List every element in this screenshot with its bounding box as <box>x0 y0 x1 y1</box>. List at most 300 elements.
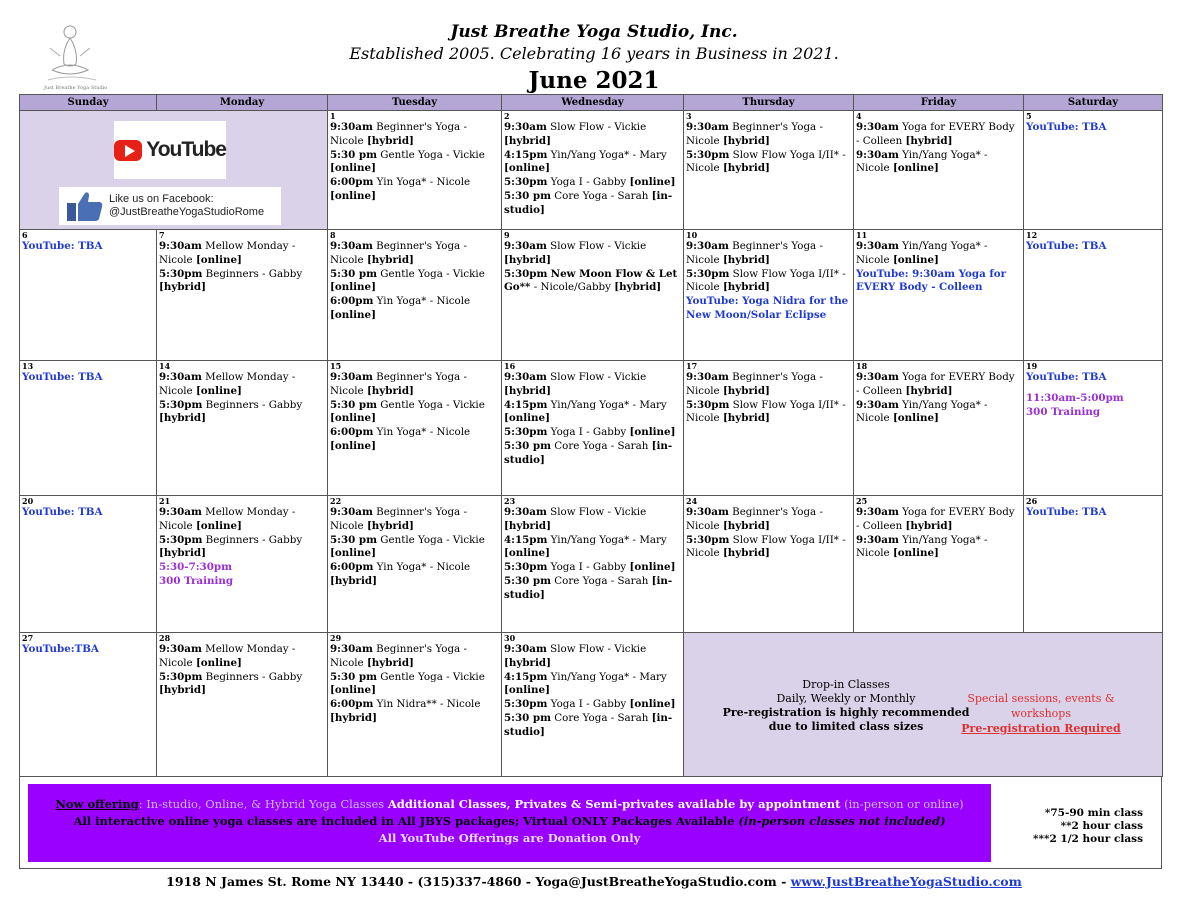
studio-name: Just Breathe Yoga Studio, Inc. <box>450 22 738 42</box>
class-mode: [hybrid] <box>366 253 414 266</box>
class-description: Beginner's Yoga - Nicole <box>686 121 823 147</box>
class-time: 4:15pm <box>504 670 548 683</box>
class-description: Mellow Monday - Nicole <box>159 240 296 266</box>
class-time: 5:30 pm <box>504 439 551 452</box>
day-cell <box>20 633 157 777</box>
class-time: 5:30pm <box>504 176 548 189</box>
class-mode: [hybrid] <box>366 519 414 532</box>
class-time: 6:00pm <box>330 426 374 439</box>
class-entry <box>504 643 681 671</box>
class-entry <box>686 268 851 296</box>
class-entry <box>856 534 1021 562</box>
day-number: 25 <box>856 496 868 506</box>
class-description: Yoga for EVERY Body - Colleen <box>856 121 1015 147</box>
class-entry <box>330 268 499 296</box>
class-entry <box>856 399 1021 427</box>
class-mode: [online] <box>629 176 676 189</box>
class-description: Mellow Monday - Nicole <box>159 643 296 669</box>
contact-footer <box>0 874 1188 889</box>
day-number: 1 <box>330 111 336 121</box>
day-cell <box>1024 361 1163 496</box>
dropin-reason: due to limited class sizes <box>768 720 924 733</box>
class-time: 9:30am <box>330 506 373 518</box>
class-description: Beginner's Yoga - Nicole <box>686 240 823 266</box>
class-description: Yoga I - Gabby <box>547 561 630 574</box>
class-entry <box>504 121 681 149</box>
spacer <box>1026 385 1160 392</box>
class-entry <box>504 268 681 296</box>
class-mode: [online] <box>892 412 939 425</box>
day-cell <box>1024 496 1163 633</box>
class-entry <box>159 399 325 427</box>
class-mode: [hybrid] <box>366 656 414 669</box>
class-mode: [online] <box>330 412 376 425</box>
day-cell <box>684 111 854 230</box>
class-entry <box>504 698 681 712</box>
class-description: Yoga for EVERY Body - Colleen <box>856 506 1015 532</box>
class-time: 9:30am <box>856 240 899 252</box>
class-time: 9:30am <box>159 506 202 518</box>
class-entry <box>330 671 499 699</box>
class-mode: [hybrid] <box>366 134 414 147</box>
class-mode: [online] <box>629 698 676 711</box>
class-mode: [online] <box>504 412 550 425</box>
day-cell <box>684 496 854 633</box>
packages-exclusion: (in-person classes not included) <box>738 814 946 828</box>
class-description: Yin/Yang Yoga* - Mary <box>547 670 667 683</box>
class-mode: [hybrid] <box>614 281 662 294</box>
day-cell <box>157 633 328 777</box>
class-description: Yoga for EVERY Body - Colleen <box>856 371 1015 397</box>
class-entry <box>330 240 499 268</box>
packages-info: All interactive online yoga classes are included in All JBYS packages; Virtual ONLY Packages Available <box>73 814 739 828</box>
class-time: 5:30pm <box>686 267 730 280</box>
special-sessions-info <box>941 691 1141 736</box>
class-mode: [online] <box>892 162 939 175</box>
class-entry <box>330 561 499 589</box>
class-mode: [in-studio] <box>504 574 673 601</box>
youtube-listing: YouTube: TBA <box>22 506 103 518</box>
class-entry <box>504 371 681 399</box>
calendar-grid <box>19 94 1163 777</box>
facebook-banner[interactable] <box>59 187 281 225</box>
class-entry <box>504 426 681 440</box>
class-time: 9:30am <box>856 371 899 383</box>
website-link[interactable]: www.JustBreatheYogaStudio.com <box>790 874 1022 889</box>
note-2-hour: **2 hour class <box>1060 820 1143 832</box>
day-cell <box>502 496 684 633</box>
day-number: 28 <box>159 633 171 643</box>
day-number: 7 <box>159 230 165 240</box>
day-cell <box>854 361 1024 496</box>
class-description: Beginner's Yoga - Nicole <box>330 121 467 147</box>
class-mode: [hybrid] <box>159 412 206 425</box>
week-row <box>20 111 1163 230</box>
class-mode: [in-studio] <box>504 711 673 738</box>
class-description: Slow Flow Yoga I/II* - Nicole <box>686 533 846 560</box>
class-time: 9:30am <box>686 506 729 518</box>
class-description: Yin/Yang Yoga* - Nicole <box>856 533 988 560</box>
day-cell <box>502 361 684 496</box>
class-time: 9:30am <box>330 371 373 383</box>
class-description: Beginner's Yoga - Nicole <box>686 371 823 397</box>
class-description: Core Yoga - Sarah <box>550 711 652 724</box>
class-time: 9:30am <box>686 121 729 133</box>
class-mode: [hybrid] <box>905 519 953 532</box>
day-number: 16 <box>504 361 516 371</box>
training-listing: 5:30-7:30pm <box>159 561 232 574</box>
day-cell <box>157 230 328 361</box>
youtube-listing: YouTube: TBA <box>22 371 103 383</box>
class-entry <box>330 399 499 427</box>
youtube-wordmark: YouTube <box>146 138 226 162</box>
class-entry <box>686 506 851 534</box>
class-description: Yoga I - Gabby <box>547 698 630 711</box>
day-cell <box>328 111 502 230</box>
class-time: 4:15pm <box>504 533 548 546</box>
class-time: 5:30pm <box>159 533 203 546</box>
class-mode: [in-studio] <box>504 189 673 216</box>
class-mode: [hybrid] <box>504 656 551 669</box>
weekday-sunday: Sunday <box>20 95 157 111</box>
class-time: 9:30am <box>856 533 899 546</box>
day-cell <box>328 633 502 777</box>
week-row <box>20 633 1163 777</box>
class-description: Gentle Yoga - Vickie <box>376 398 485 411</box>
class-description: Yin/Yang Yoga* - Mary <box>547 148 667 161</box>
day-cell <box>684 361 854 496</box>
youtube-listing: YouTube: 9:30am Yoga for EVERY Body - Colleen <box>856 267 1007 294</box>
weekday-tuesday: Tuesday <box>328 95 502 111</box>
class-mode: [online] <box>330 684 376 697</box>
class-time: 5:30 pm <box>330 670 377 683</box>
now-offering-label: Now offering <box>55 797 139 811</box>
class-entry <box>686 371 851 399</box>
class-mode: [hybrid] <box>905 134 953 147</box>
class-time: 5:30 pm <box>330 398 377 411</box>
class-description: Slow Flow Yoga I/II* - Nicole <box>686 267 846 294</box>
class-description: Slow Flow Yoga I/II* - Nicole <box>686 398 846 425</box>
class-entry <box>330 506 499 534</box>
class-mode: [hybrid] <box>504 519 551 532</box>
class-time: 5:30pm <box>159 670 203 683</box>
class-entry <box>504 190 681 218</box>
class-entry <box>504 149 681 177</box>
class-entry <box>686 399 851 427</box>
info-cell <box>684 633 1163 777</box>
day-number: 6 <box>22 230 28 240</box>
week-row <box>20 361 1163 496</box>
youtube-listing: YouTube: TBA <box>22 240 103 252</box>
class-mode: [online] <box>504 547 550 560</box>
class-entry <box>159 643 325 671</box>
day-cell <box>854 111 1024 230</box>
class-time: 9:30am <box>159 371 202 383</box>
appointment-mode: (in-person or online) <box>840 797 964 811</box>
class-entry <box>159 506 325 534</box>
class-entry <box>856 240 1021 268</box>
class-entry <box>159 671 325 699</box>
class-entry <box>504 399 681 427</box>
class-time: 5:30pm <box>159 267 203 280</box>
class-time: 9:30am <box>686 240 729 252</box>
day-number: 26 <box>1026 496 1038 506</box>
class-description: Yin Yoga* - Nicole <box>373 295 471 308</box>
class-entry <box>330 176 499 204</box>
class-description: Yin/Yang Yoga* - Nicole <box>856 148 988 175</box>
day-cell <box>854 230 1024 361</box>
class-mode: [hybrid] <box>159 684 206 697</box>
class-description: Beginner's Yoga - Nicole <box>330 371 467 397</box>
class-entry <box>504 671 681 699</box>
class-mode: [hybrid] <box>159 547 206 560</box>
class-mode: [hybrid] <box>722 281 770 294</box>
day-number: 5 <box>1026 111 1032 121</box>
weekday-monday: Monday <box>157 95 328 111</box>
special-title: Special sessions, events & workshops <box>967 692 1115 720</box>
class-mode: [hybrid] <box>722 547 770 560</box>
class-description: Beginners - Gabby <box>202 533 303 546</box>
class-description: Yin/Yang Yoga* - Nicole <box>856 240 988 266</box>
class-time: 4:15pm <box>504 398 548 411</box>
class-description: Core Yoga - Sarah <box>550 574 652 587</box>
class-mode: [in-studio] <box>504 439 673 466</box>
youtube-listing: YouTube: Yoga Nidra for the New Moon/Solar Eclipse <box>686 295 849 321</box>
class-entry <box>159 371 325 399</box>
dropin-frequency: Daily, Weekly or Monthly <box>776 692 916 705</box>
class-description: Yin Yoga* - Nicole <box>373 426 471 439</box>
class-mode: [online] <box>195 253 242 266</box>
class-time: 5:30pm <box>686 148 730 161</box>
class-entry <box>686 240 851 268</box>
class-entry <box>330 149 499 177</box>
social-links-cell <box>20 111 328 230</box>
class-mode: [hybrid] <box>504 253 551 266</box>
class-mode: [online] <box>892 253 939 266</box>
class-description: Gentle Yoga - Vickie <box>376 148 485 161</box>
day-cell <box>502 633 684 777</box>
day-cell <box>1024 230 1163 361</box>
day-number: 4 <box>856 111 862 121</box>
class-description: Gentle Yoga - Vickie <box>376 670 485 683</box>
class-entry <box>330 295 499 323</box>
day-cell <box>328 361 502 496</box>
day-number: 20 <box>22 496 34 506</box>
day-cell <box>20 230 157 361</box>
day-cell <box>157 496 328 633</box>
class-description: Core Yoga - Sarah <box>550 439 652 452</box>
class-time: 6:00pm <box>330 295 374 308</box>
class-description: Gentle Yoga - Vickie <box>376 533 485 546</box>
day-cell <box>20 496 157 633</box>
class-entry <box>686 149 851 177</box>
class-entry <box>504 561 681 575</box>
weekday-saturday: Saturday <box>1024 95 1163 111</box>
training-listing: 300 Training <box>1026 405 1101 418</box>
day-cell <box>502 111 684 230</box>
class-time: 9:30am <box>856 148 899 161</box>
day-number: 12 <box>1026 230 1038 240</box>
class-entry <box>686 534 851 562</box>
week-row <box>20 230 1163 361</box>
class-entry <box>330 698 499 726</box>
class-time: 9:30am <box>856 398 899 411</box>
class-time: 5:30pm <box>504 698 548 711</box>
class-mode: [hybrid] <box>366 384 414 397</box>
class-mode: [online] <box>504 684 550 697</box>
dropin-recommendation: Pre-registration is highly recommended <box>722 706 970 719</box>
class-mode: [online] <box>892 547 939 560</box>
day-number: 29 <box>330 633 342 643</box>
class-entry <box>504 712 681 740</box>
class-time: 5:30 pm <box>504 189 551 202</box>
class-mode: [hybrid] <box>722 412 770 425</box>
class-time: 9:30am <box>159 643 202 655</box>
class-description: Yin/Yang Yoga* - Mary <box>547 533 667 546</box>
class-mode: [hybrid] <box>504 384 551 397</box>
class-entry <box>504 240 681 268</box>
class-mode: [online] <box>330 162 376 175</box>
training-listing: 300 Training <box>159 574 234 587</box>
day-number: 24 <box>686 496 698 506</box>
class-time: 9:30am <box>686 371 729 383</box>
day-number: 18 <box>856 361 868 371</box>
class-description: Beginner's Yoga - Nicole <box>686 506 823 532</box>
class-entry <box>330 643 499 671</box>
class-mode: [online] <box>330 308 376 321</box>
class-mode: [hybrid] <box>330 574 377 587</box>
day-number: 19 <box>1026 361 1038 371</box>
day-number: 23 <box>504 496 516 506</box>
class-time: 5:30pm <box>159 398 203 411</box>
day-number: 9 <box>504 230 510 240</box>
class-entry <box>856 149 1021 177</box>
class-mode: [online] <box>629 426 676 439</box>
class-description: Core Yoga - Sarah <box>550 189 652 202</box>
class-time: 5:30pm <box>504 426 548 439</box>
youtube-listing: YouTube: TBA <box>1026 121 1107 133</box>
youtube-listing: YouTube: TBA <box>1026 240 1107 252</box>
class-entry <box>856 371 1021 399</box>
class-time: 5:30 pm <box>504 574 551 587</box>
class-time: 6:00pm <box>330 561 374 574</box>
training-listing: 11:30am-5:00pm <box>1026 391 1124 404</box>
class-time: 5:30pm <box>686 533 730 546</box>
class-mode: [hybrid] <box>722 384 770 397</box>
facebook-label: Like us on Facebook: <box>109 193 214 205</box>
youtube-listing: YouTube: TBA <box>1026 371 1107 383</box>
day-number: 13 <box>22 361 34 371</box>
class-time: 5:30 pm <box>330 533 377 546</box>
class-description: Yin/Yang Yoga* - Nicole <box>856 398 988 425</box>
calendar-month-title: June 2021 <box>528 67 660 94</box>
class-instructor: - Nicole/Gabby <box>530 281 615 294</box>
weekday-header-row <box>20 95 1163 111</box>
class-entry <box>686 121 851 149</box>
day-cell <box>854 496 1024 633</box>
offerings-banner <box>28 784 991 862</box>
day-cell <box>20 361 157 496</box>
class-description: Mellow Monday - Nicole <box>159 371 296 397</box>
day-number: 11 <box>856 230 868 240</box>
class-time: 5:30 pm <box>330 267 377 280</box>
class-description: Yin/Yang Yoga* - Mary <box>547 398 667 411</box>
class-time: 9:30am <box>159 240 202 252</box>
weekday-friday: Friday <box>854 95 1024 111</box>
class-entry <box>159 240 325 268</box>
class-time: 9:30am <box>856 121 899 133</box>
class-entry <box>159 268 325 296</box>
weekday-wednesday: Wednesday <box>502 95 684 111</box>
class-time: 4:15pm <box>504 148 548 161</box>
duration-notes <box>1033 807 1143 846</box>
day-cell <box>502 230 684 361</box>
day-cell <box>684 230 854 361</box>
class-mode: [hybrid] <box>722 162 770 175</box>
class-time: 5:30pm <box>504 561 548 574</box>
class-description: Gentle Yoga - Vickie <box>376 267 485 280</box>
day-number: 15 <box>330 361 342 371</box>
class-mode: [hybrid] <box>722 253 770 266</box>
class-entry <box>504 575 681 603</box>
class-description: Slow Flow - Vickie <box>546 371 647 383</box>
class-mode: [hybrid] <box>330 711 377 724</box>
class-mode: [online] <box>330 439 376 452</box>
class-time: 9:30am <box>856 506 899 518</box>
youtube-logo[interactable] <box>114 121 226 179</box>
day-number: 27 <box>22 633 34 643</box>
class-description: Beginner's Yoga - Nicole <box>330 240 467 266</box>
day-number: 3 <box>686 111 692 121</box>
thumbs-up-icon <box>65 189 105 223</box>
special-registration: Pre-registration Required <box>961 722 1121 735</box>
day-number: 2 <box>504 111 510 121</box>
class-description: Beginner's Yoga - Nicole <box>330 643 467 669</box>
note-75-90: *75-90 min class <box>1044 807 1143 819</box>
class-entry <box>504 506 681 534</box>
additional-classes: Additional Classes, Privates & Semi-privates available by appointment <box>387 797 841 811</box>
youtube-listing: YouTube: TBA <box>1026 506 1107 518</box>
class-time: 5:30 pm <box>504 711 551 724</box>
class-mode: [hybrid] <box>905 384 953 397</box>
day-number: 14 <box>159 361 171 371</box>
class-time: 9:30am <box>504 643 547 655</box>
day-cell <box>1024 111 1163 230</box>
class-entry <box>159 534 325 562</box>
class-description: Slow Flow - Vickie <box>546 240 647 252</box>
weekday-thursday: Thursday <box>684 95 854 111</box>
class-mode: [online] <box>330 189 376 202</box>
day-cell <box>328 230 502 361</box>
day-number: 22 <box>330 496 342 506</box>
class-time: 6:00pm <box>330 698 374 711</box>
class-entry <box>504 176 681 190</box>
class-mode: [online] <box>330 547 376 560</box>
class-description: Beginners - Gabby <box>202 398 303 411</box>
class-time: 5:30 pm <box>330 148 377 161</box>
class-description: Slow Flow - Vickie <box>546 121 647 133</box>
note-2-half-hour: ***2 1/2 hour class <box>1032 833 1143 845</box>
class-time: 9:30am <box>504 121 547 133</box>
class-entry <box>856 121 1021 149</box>
day-cell <box>328 496 502 633</box>
class-description: Yin Nidra** - Nicole <box>373 698 481 711</box>
day-number: 17 <box>686 361 698 371</box>
class-time: 9:30am <box>504 240 547 252</box>
class-description: Slow Flow Yoga I/II* - Nicole <box>686 148 846 175</box>
class-description: Yoga I - Gabby <box>547 426 630 439</box>
class-mode: [hybrid] <box>722 134 770 147</box>
